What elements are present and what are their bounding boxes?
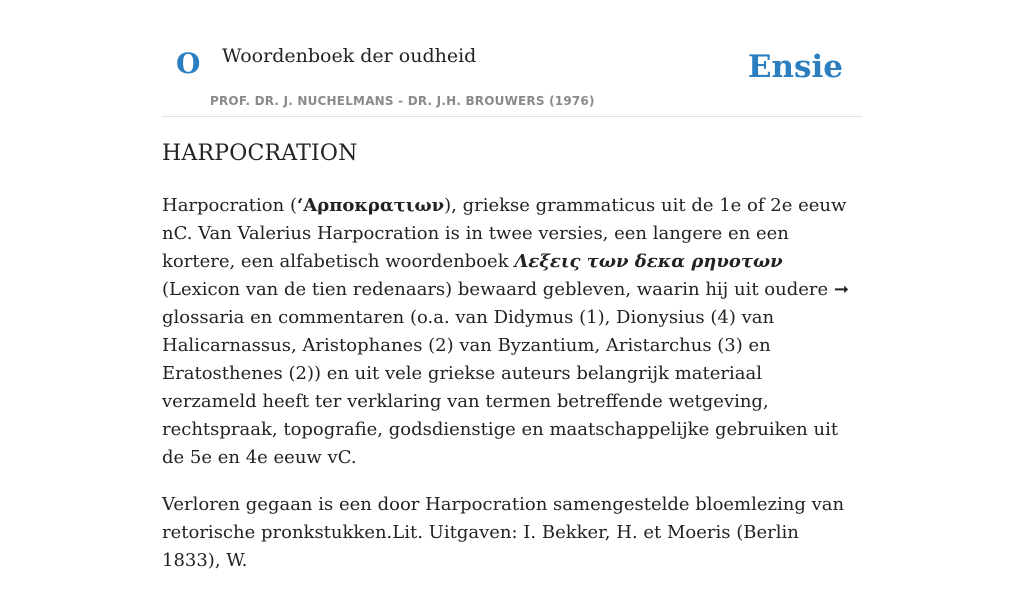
entry-title: HARPOCRATION <box>162 141 358 166</box>
ensie-logo-link[interactable]: Ensie <box>747 49 843 85</box>
article-page <box>162 0 862 571</box>
entry-paragraph-1 <box>162 192 862 472</box>
entry-body <box>162 192 862 594</box>
text-segment: (Lexicon van de tien redenaars) bewaard gebleven, waarin hij uit oudere <box>162 279 834 300</box>
text-segment: ), griekse grammaticus uit de 1e of 2e eeuw nC. Van Valerius Harpocration is in twee versies, een langere en een kortere, een alfabetisch woordenboek <box>162 195 847 272</box>
text-segment: Harpocration ( <box>162 195 297 216</box>
text-segment: en commentaren (o.a. van Didymus (1), Dionysius (4) van Halicarnassus, Aristophanes (2) van Byzantium, Aristarchus (3) en Eratosthenes (2)) en uit vele griekse auteurs belangrijk materiaal verzameld heeft ter verklaring van termen betreffende wetgeving, rechtspraak, topografie, godsdienstige en maatschappelijke gebruiken uit de 5e en 4e eeuw vC. <box>162 307 839 468</box>
arrow-right-icon: ➞ <box>833 279 849 300</box>
glossaria-link[interactable]: glossaria <box>162 307 245 328</box>
entry-paragraph-2: Verloren gegaan is een door Harpocration samengestelde bloemlezing van retorische pronkstukken.Lit. Uitgaven: I. Bekker, H. et Moeris (Berlin 1833), W. <box>162 494 845 571</box>
book-header <box>162 0 862 117</box>
letter-index-badge[interactable]: O <box>176 47 201 80</box>
greek-title: Λεξεις των δεκα ρηυοτων <box>514 251 783 272</box>
book-authors: PROF. DR. J. NUCHELMANS - DR. J.H. BROUWERS (1976) <box>210 94 595 108</box>
book-title-link[interactable]: Woordenboek der oudheid <box>222 45 477 67</box>
greek-name: ‘Αρποκρατιων <box>296 195 445 216</box>
